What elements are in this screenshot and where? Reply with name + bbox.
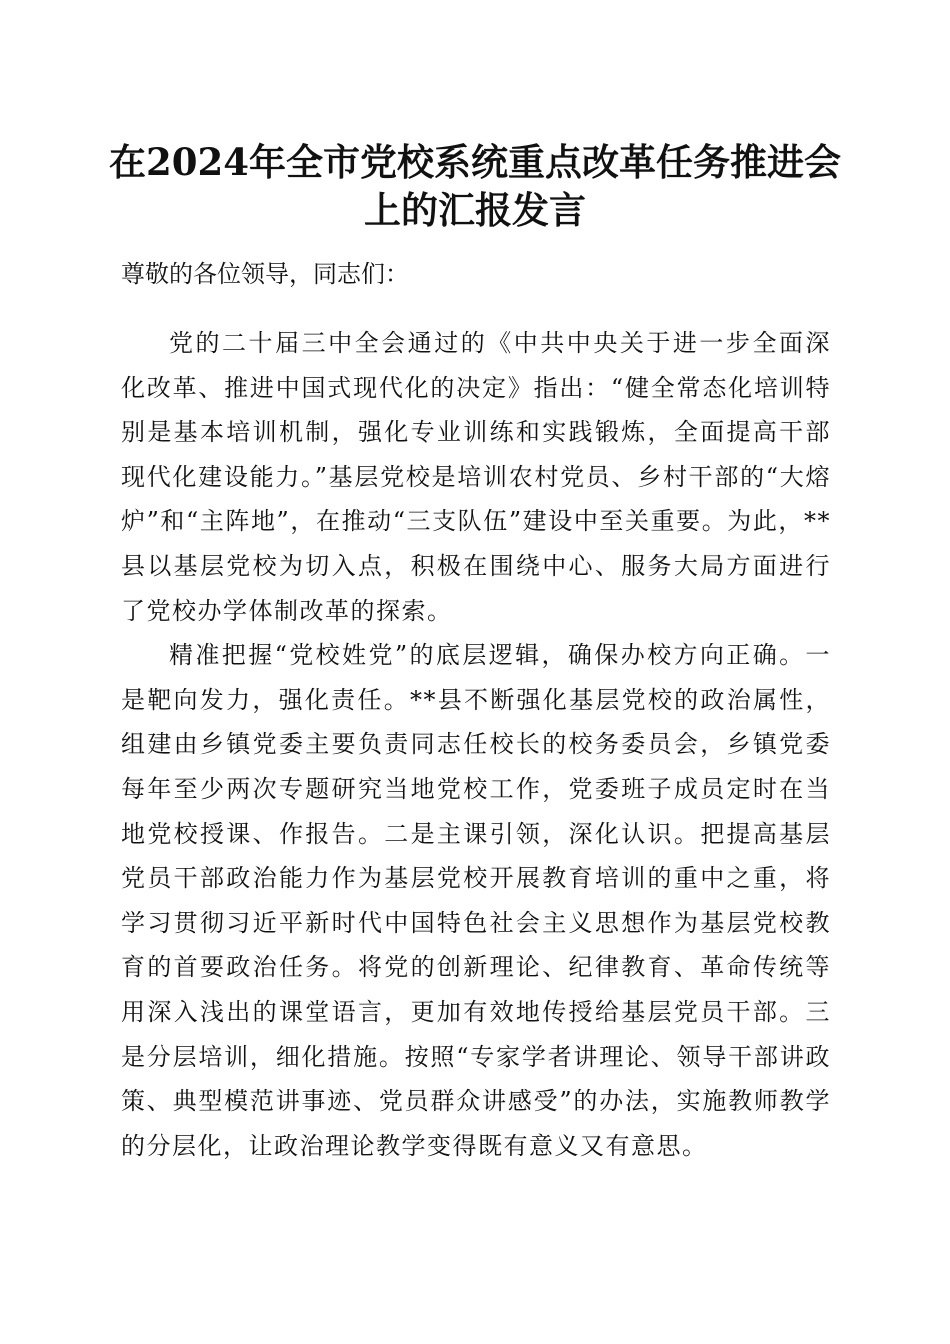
paragraph: 党的二十届三中全会通过的《中共中央关于进一步全面深化改革、推进中国式现代化的决定》指出：“健全常态化培训特别是基本培训机制，强化专业训练和实践锻炼，全面提高干部现代化建设能力。”基层党校是培训农村党员、乡村干部的“大熔炉”和“主阵地”，在推动“三支队伍”建设中至关重要。为此，**县以基层党校为切入点，积极在围绕中心、服务大局方面进行了党校办学体制改革的探索。 (121, 329, 831, 625)
document-body (121, 321, 831, 1168)
document-title: 在2024年全市党校系统重点改革任务推进会上的汇报发言 (109, 140, 841, 232)
salutation: 尊敬的各位领导，同志们： (121, 260, 409, 288)
paragraph: 精准把握“党校姓党”的底层逻辑，确保办校方向正确。一是靶向发力，强化责任。**县不断强化基层党校的政治属性，组建由乡镇党委主要负责同志任校长的校务委员会，乡镇党委每年至少两次专题研究当地党校工作，党委班子成员定时在当地党校授课、作报告。二是主课引领，深化认识。把提高基层党员干部政治能力作为基层党校开展教育培训的重中之重，将学习贯彻习近平新时代中国特色社会主义思想作为基层党校教育的首要政治任务。将党的创新理论、纪律教育、革命传统等用深入浅出的课堂语言，更加有效地传授给基层党员干部。三是分层培训，细化措施。按照“专家学者讲理论、领导干部讲政策、典型模范讲事迹、党员群众讲感受”的办法，实施教师教学的分层化，让政治理论教学变得既有意义又有意思。 (121, 641, 831, 1160)
